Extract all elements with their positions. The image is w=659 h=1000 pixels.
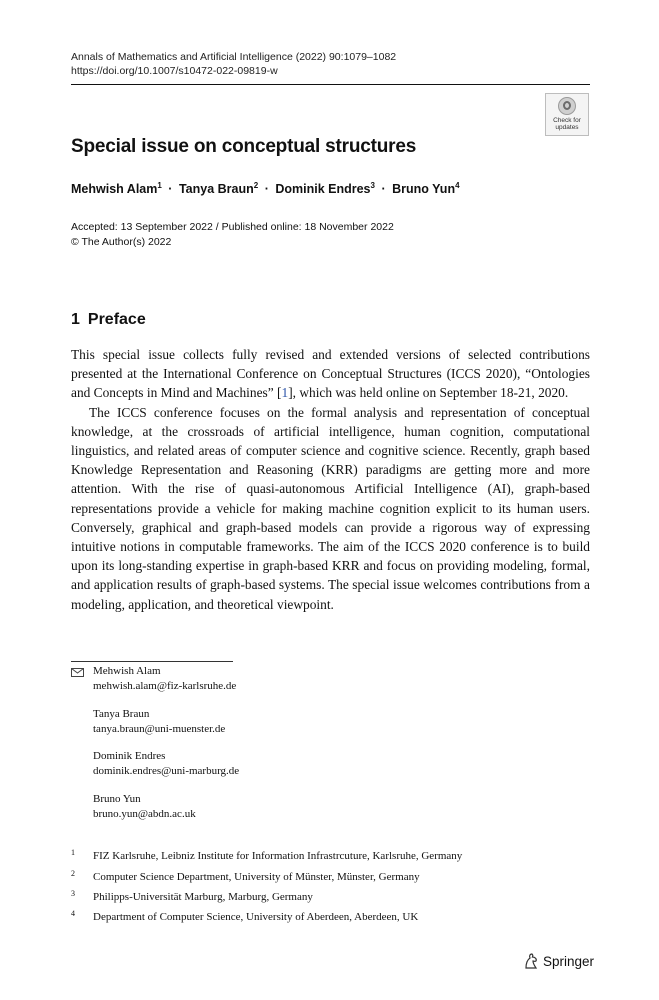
badge-label: Check for updates: [553, 117, 581, 131]
publication-dates: [71, 220, 394, 250]
affiliation-number: 1: [71, 848, 75, 857]
body-text: [71, 345, 590, 614]
contact-entry: [93, 664, 236, 694]
author-list: Mehwish Alam$^1$ · Tanya Braun$^2$ · Dominik Endres$^3$ · Bruno Yun$^4$: [71, 181, 460, 197]
contact-name: Bruno Yun: [93, 793, 141, 805]
doi-link[interactable]: https://doi.org/10.1007/s10472-022-09819-w: [71, 65, 278, 77]
copyright: © The Author(s) 2022: [71, 236, 172, 248]
springer-logo: [523, 953, 594, 970]
author-name[interactable]: Tanya Braun: [178, 182, 254, 197]
journal-header: [71, 50, 396, 78]
affiliation-number: 2: [71, 869, 75, 878]
contact-name: Dominik Endres: [93, 750, 166, 762]
affiliation-number: 4: [71, 909, 75, 918]
contact-email[interactable]: mehwish.alam@fiz-karlsruhe.de: [93, 680, 237, 692]
citation-link[interactable]: 1: [281, 385, 289, 401]
section-heading: [71, 311, 146, 329]
affiliation-text: FIZ Karlsruhe, Leibniz Institute for Information Infrastrcuture, Karlsruhe, Germany: [93, 850, 463, 862]
author-name[interactable]: Bruno Yun: [392, 182, 456, 197]
envelope-icon: [71, 668, 84, 677]
author-name[interactable]: Dominik Endres: [275, 182, 371, 197]
affiliation-text: Philipps-Universität Marburg, Marburg, Germany: [93, 891, 313, 903]
footnote-rule: [71, 661, 233, 662]
contact-entry: [93, 707, 225, 737]
contact-name: Tanya Braun: [93, 708, 150, 720]
section-number: 1: [71, 311, 80, 328]
contact-email[interactable]: bruno.yun@abdn.ac.uk: [93, 808, 196, 820]
accepted-published: Accepted: 13 September 2022 / Published online: 18 November 2022: [71, 221, 394, 233]
contact-email[interactable]: tanya.braun@uni-muenster.de: [93, 723, 226, 735]
author-name[interactable]: Mehwish Alam: [71, 182, 158, 197]
affiliation-number: 3: [71, 889, 75, 898]
contact-entry: [93, 749, 239, 779]
paragraph: This special issue collects fully revised and extended versions of selected contributions presented at the International Conference on Conceptual Structures (ICCS 2020), “Ontologies and Concepts in Mind and Machines” [1], which was held online on September 18-21, 2020.: [71, 347, 590, 401]
contact-name: Mehwish Alam: [93, 665, 161, 677]
section-title: Preface: [87, 311, 146, 328]
contact-entry: [93, 792, 196, 822]
affiliation-text: Department of Computer Science, University of Aberdeen, Aberdeen, UK: [93, 911, 419, 923]
publisher-name: Springer: [543, 954, 595, 969]
paragraph: The ICCS conference focuses on the formal analysis and representation of conceptual knowledge, at the crossroads of artificial intelligence, human cognition, computational linguistics, and related areas of computer science and cognitive science. Recently, graph based Knowledge Representation and Reasoning (KRR) paradigms are getting more and more attention. With the rise of quasi-autonomous Artificial Intelligence (AI), graph-based representations provide a vehicle for making machine cognition explicit to its human users. Conversely, graphical and graph-based models can provide a rigorous way of expressing intuitive notions in computable frameworks. The aim of the ICCS 2020 conference is to build upon its long-standing expertise in graph-based KRR and focus on providing modeling, formal, and application results of graph-based systems. The special issue welcomes contributions from a modeling, application, and theoretical viewpoint.: [71, 404, 590, 612]
affiliation-text: Computer Science Department, University of Münster, Münster, Germany: [93, 871, 420, 883]
check-for-updates-badge[interactable]: [545, 93, 589, 136]
journal-citation: Annals of Mathematics and Artificial Intelligence (2022) 90:1079–1082: [71, 51, 397, 63]
springer-horse-icon: [523, 953, 539, 970]
contact-email[interactable]: dominik.endres@uni-marburg.de: [93, 765, 240, 777]
paper-title: Special issue on conceptual structures: [71, 136, 417, 157]
header-rule: [71, 84, 590, 85]
check-updates-icon: [558, 97, 576, 115]
